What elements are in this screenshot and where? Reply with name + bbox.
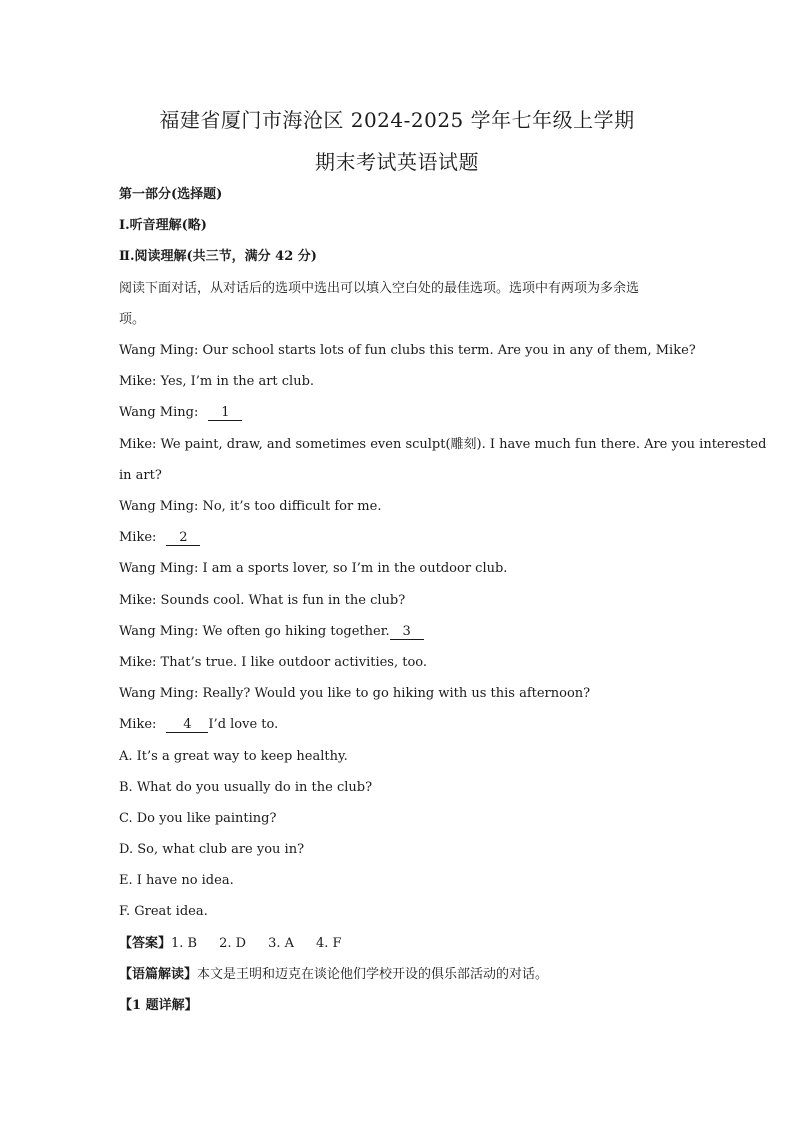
dialogue-line: Wang Ming: Really? Would you like to go hiking with us this afternoon? <box>119 686 591 701</box>
document-title-line1: 福建省厦门市海沧区 2024-2025 学年七年级上学期 <box>159 108 635 132</box>
option-d: D. So, what club are you in? <box>119 842 305 857</box>
speaker-label: Mike: <box>119 717 157 732</box>
section-reading: Ⅱ.阅读理解(共三节，满分 42 分) <box>119 249 317 264</box>
dialogue-line: in art? <box>119 468 162 483</box>
blank-1: 1 <box>208 405 242 421</box>
option-e: E. I have no idea. <box>119 873 234 888</box>
dialogue-line: Mike: Sounds cool. What is fun in the club? <box>119 593 406 608</box>
document-title-line2: 期末考试英语试题 <box>315 150 479 174</box>
blank-4: 4 <box>166 717 208 733</box>
analysis-label: 【语篇解读】 <box>119 967 198 982</box>
dialogue-line: Mike: That’s true. I like outdoor activities, too. <box>119 655 428 670</box>
instruction-line1: 阅读下面对话，从对话后的选项中选出可以填入空白处的最佳选项。选项中有两项为多余选 <box>119 281 640 296</box>
answer-label: 【答案】 <box>119 936 172 951</box>
speaker-label: Wang Ming: <box>119 405 199 420</box>
answer-line <box>119 936 364 952</box>
dialogue-line <box>119 624 424 640</box>
option-c: C. Do you like painting? <box>119 811 277 826</box>
instruction-line2: 项。 <box>119 312 146 327</box>
dialogue-text: I’d love to. <box>208 717 279 732</box>
analysis-text: 本文是王明和迈克在谈论他们学校开设的俱乐部活动的对话。 <box>197 967 549 982</box>
detail-heading: 【1 题详解】 <box>119 998 198 1013</box>
part-heading: 第一部分(选择题) <box>119 187 223 202</box>
answer-2: 2. D <box>219 936 247 951</box>
dialogue-text: Wang Ming: We often go hiking together. <box>119 624 390 639</box>
dialogue-line: Wang Ming: I am a sports lover, so I’m in the outdoor club. <box>119 561 508 576</box>
option-a: A. It’s a great way to keep healthy. <box>119 749 348 764</box>
dialogue-line: Wang Ming: No, it’s too difficult for me. <box>119 499 382 514</box>
blank-3: 3 <box>390 624 424 640</box>
answer-3: 3. A <box>268 936 295 951</box>
dialogue-line: Wang Ming: Our school starts lots of fun clubs this term. Are you in any of them, Mike? <box>119 343 696 358</box>
answer-4: 4. F <box>316 936 342 951</box>
dialogue-line <box>119 405 242 421</box>
dialogue-line: Mike: We paint, draw, and sometimes even sculpt(雕刻). I have much fun there. Are you interested <box>119 437 767 452</box>
dialogue-line <box>119 530 200 546</box>
analysis-line <box>119 967 548 983</box>
dialogue-line <box>119 717 278 733</box>
blank-2: 2 <box>166 530 200 546</box>
dialogue-line: Mike: Yes, I’m in the art club. <box>119 374 315 389</box>
option-b: B. What do you usually do in the club? <box>119 780 373 795</box>
section-listening: Ⅰ.听音理解(略) <box>119 218 207 233</box>
answer-1: 1. B <box>171 936 198 951</box>
option-f: F. Great idea. <box>119 904 208 919</box>
speaker-label: Mike: <box>119 530 157 545</box>
